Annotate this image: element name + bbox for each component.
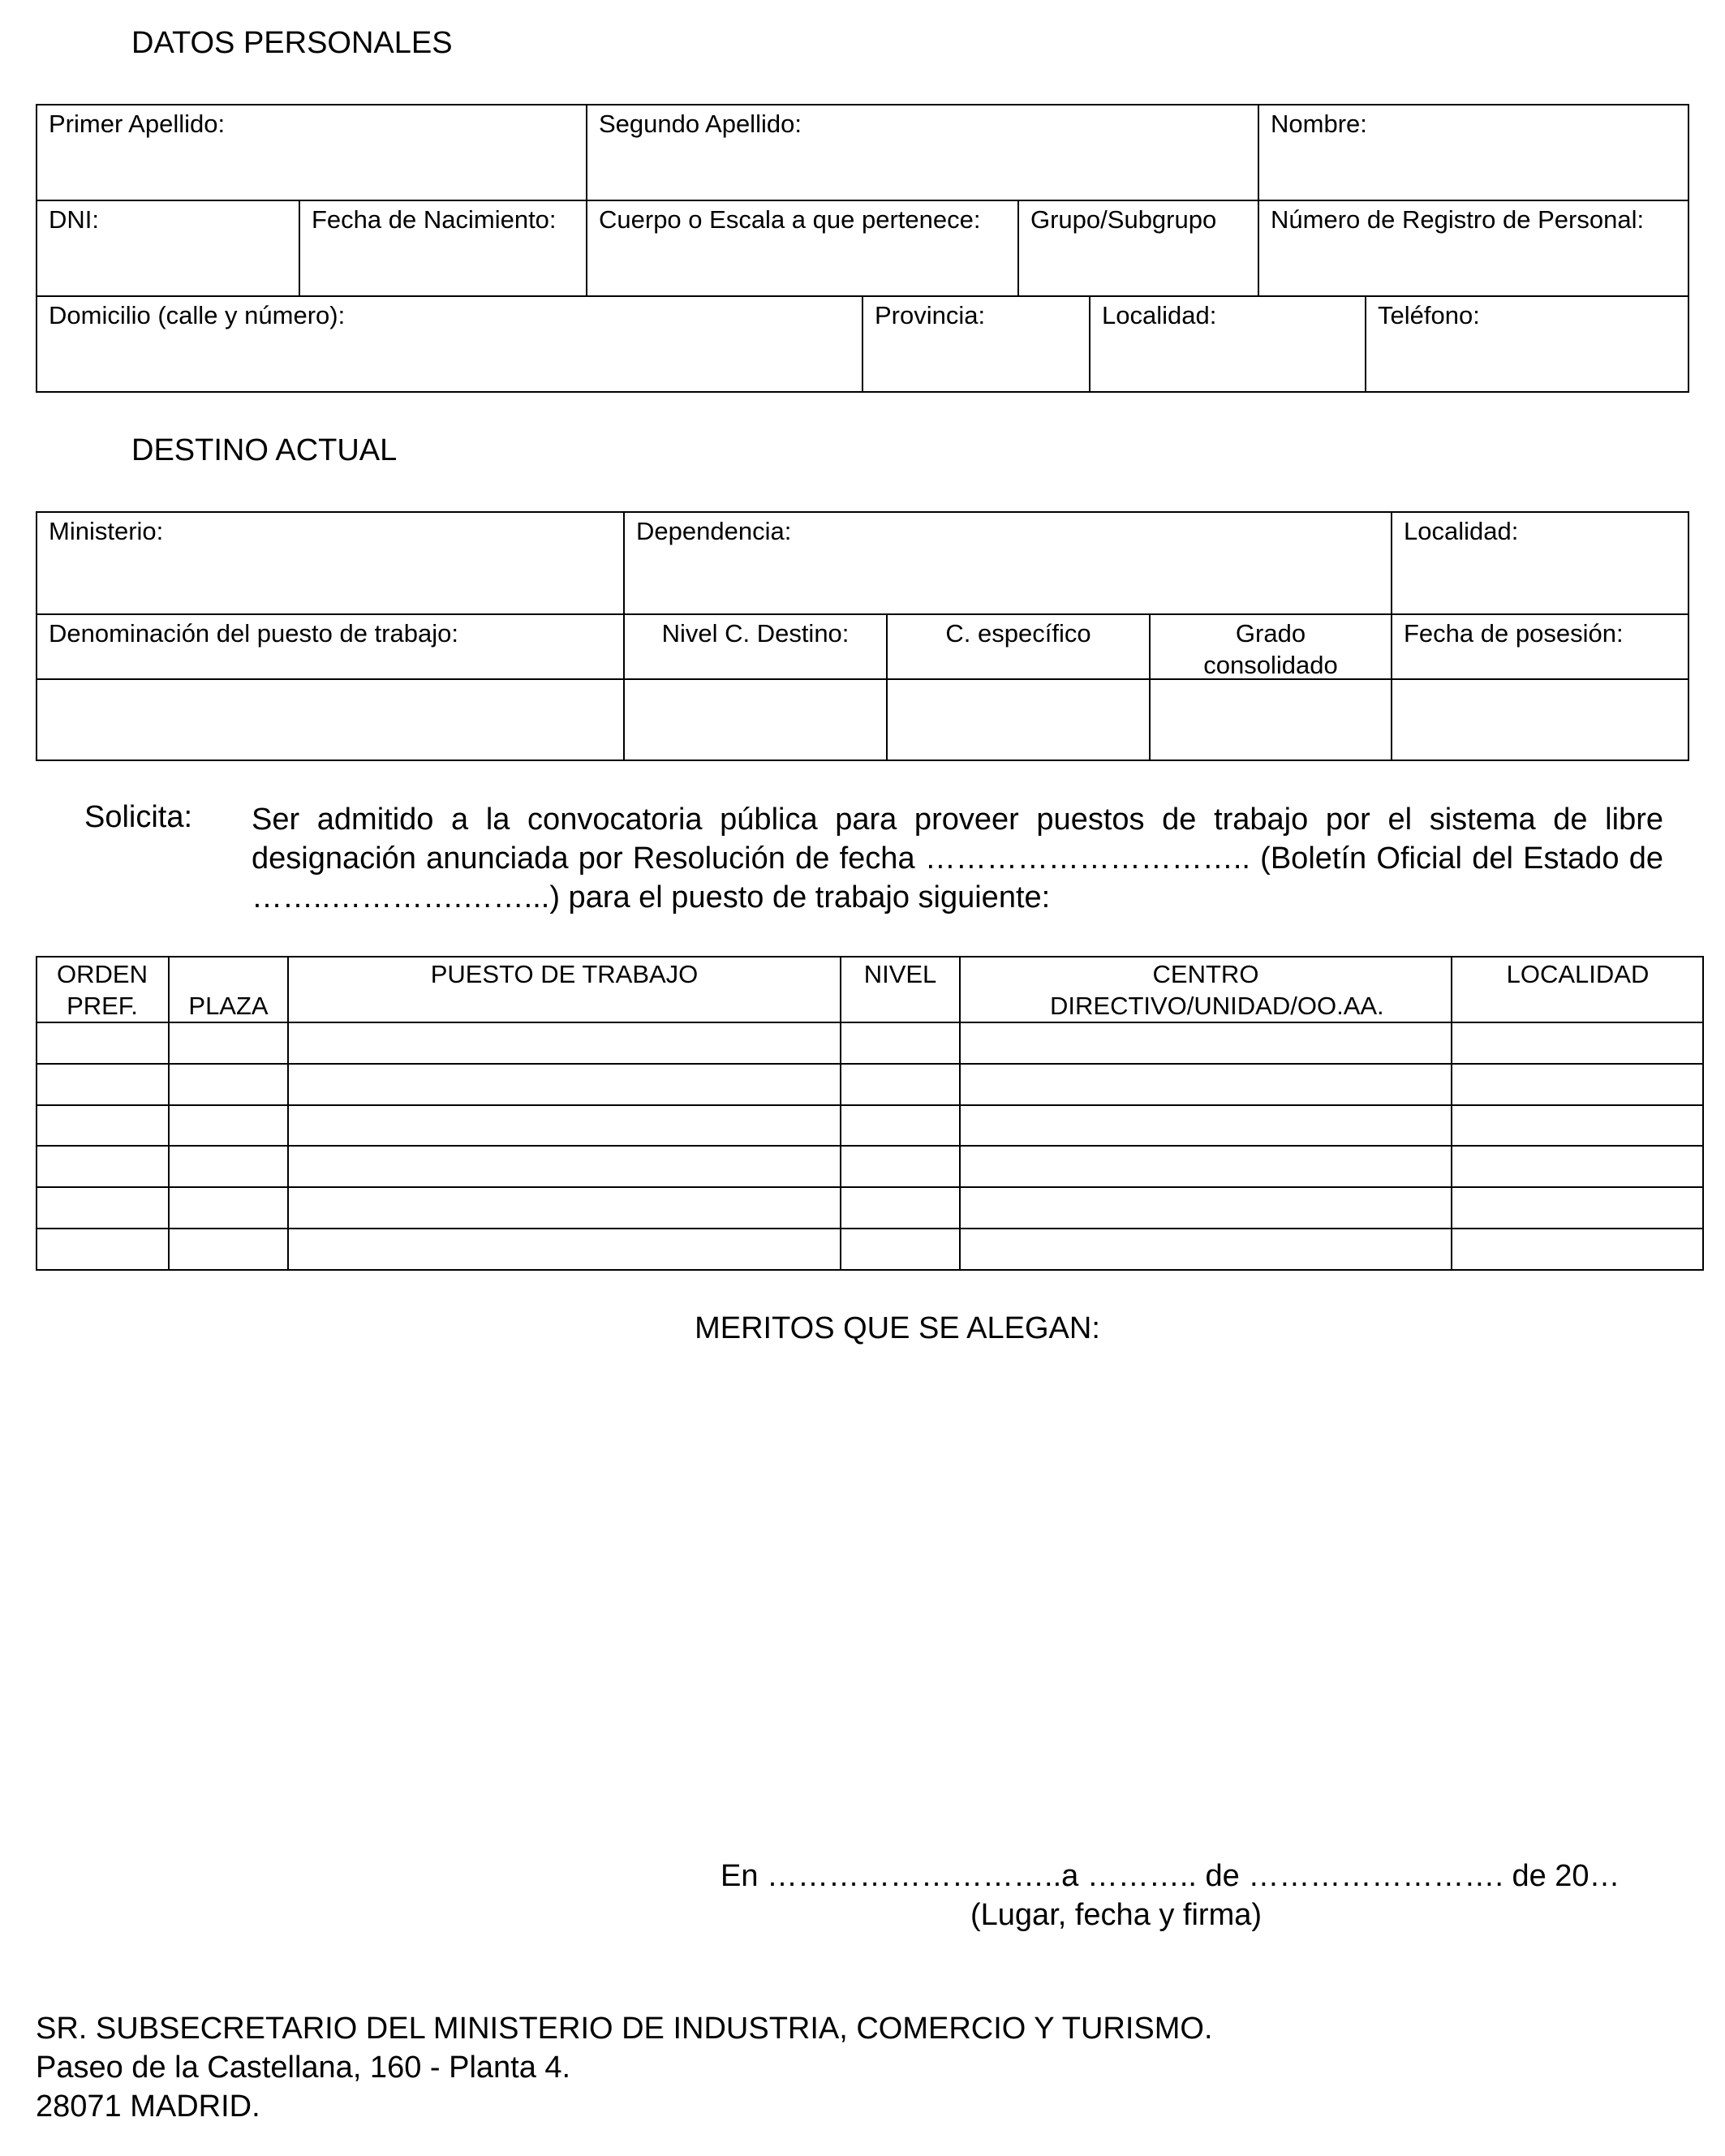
nivel-destino-label: Nivel C. Destino: bbox=[661, 619, 850, 648]
localidad-destino-field[interactable] bbox=[1391, 511, 1689, 615]
segundo-apellido-field[interactable] bbox=[586, 104, 1259, 201]
nivel-destino-input[interactable] bbox=[623, 678, 888, 761]
nivel-destino-header bbox=[623, 613, 888, 680]
segundo-apellido-label: Segundo Apellido: bbox=[599, 110, 802, 138]
table-row[interactable] bbox=[36, 1105, 1704, 1146]
grupo-subgrupo-field[interactable] bbox=[1017, 200, 1259, 297]
grado-consolidado-header bbox=[1149, 613, 1392, 680]
table-row[interactable] bbox=[36, 1187, 1704, 1229]
cuerpo-escala-field[interactable] bbox=[586, 200, 1019, 297]
table-row[interactable] bbox=[36, 1229, 1704, 1271]
puestos-table bbox=[36, 956, 1704, 1271]
grupo-subgrupo-label: Grupo/Subgrupo bbox=[1030, 205, 1217, 234]
header-plaza: PLAZA bbox=[188, 992, 269, 1020]
fecha-posesion-label: Fecha de posesión: bbox=[1404, 619, 1624, 648]
fecha-posesion-input[interactable] bbox=[1391, 678, 1689, 761]
cuerpo-escala-label: Cuerpo o Escala a que pertenece: bbox=[599, 205, 981, 234]
header-nivel: NIVEL bbox=[863, 960, 937, 988]
dni-label: DNI: bbox=[49, 205, 99, 234]
numero-registro-label: Número de Registro de Personal: bbox=[1271, 205, 1645, 234]
localidad-destino-label: Localidad: bbox=[1404, 517, 1519, 545]
destinatario-line3: 28071 MADRID. bbox=[36, 2089, 260, 2124]
telefono-field[interactable] bbox=[1365, 295, 1689, 393]
header-orden-pref: ORDEN PREF. bbox=[57, 960, 148, 1020]
nombre-label: Nombre: bbox=[1271, 110, 1367, 138]
c-especifico-header bbox=[886, 613, 1151, 680]
header-centro-directivo: CENTRO DIRECTIVO/UNIDAD/OO.AA. bbox=[1050, 960, 1384, 1020]
grado-consolidado-label: Grado consolidado bbox=[1203, 619, 1338, 679]
solicita-text: Ser admitido a la convocatoria pública para proveer puestos de trabajo por el sistema de libre designación anunciada por Resolución de fecha ………………………….. (Boletín Oficial del Estado de ……..………….……...) para el puesto de trabajo siguiente: bbox=[252, 803, 1663, 914]
localidad-label: Localidad: bbox=[1102, 301, 1217, 329]
numero-registro-field[interactable] bbox=[1258, 200, 1689, 297]
primer-apellido-label: Primer Apellido: bbox=[49, 110, 226, 138]
fecha-posesion-header bbox=[1391, 613, 1689, 680]
dni-field[interactable] bbox=[36, 200, 300, 297]
c-especifico-label: C. específico bbox=[945, 619, 1091, 648]
domicilio-label: Domicilio (calle y número): bbox=[49, 301, 346, 329]
denominacion-input[interactable] bbox=[36, 678, 625, 761]
destino-actual-title: DESTINO ACTUAL bbox=[131, 433, 398, 467]
table-row[interactable] bbox=[36, 1146, 1704, 1187]
domicilio-field[interactable] bbox=[36, 295, 863, 393]
grado-consolidado-input[interactable] bbox=[1149, 678, 1392, 761]
denominacion-label: Denominación del puesto de trabajo: bbox=[49, 619, 458, 648]
meritos-area[interactable] bbox=[36, 1363, 1689, 1818]
solicita-label: Solicita: bbox=[84, 800, 193, 834]
destinatario-line1: SR. SUBSECRETARIO DEL MINISTERIO DE INDUSTRIA, COMERCIO Y TURISMO. bbox=[36, 2012, 1213, 2046]
ministerio-field[interactable] bbox=[36, 511, 625, 615]
firma-line: En ………………………..a ……….. de ……………………. de 20… bbox=[721, 1859, 1620, 1893]
c-especifico-input[interactable] bbox=[886, 678, 1151, 761]
destinatario-line2: Paseo de la Castellana, 160 - Planta 4. bbox=[36, 2051, 571, 2085]
datos-personales-title: DATOS PERSONALES bbox=[131, 26, 453, 60]
telefono-label: Teléfono: bbox=[1378, 301, 1480, 329]
meritos-title: MERITOS QUE SE ALEGAN: bbox=[695, 1311, 1100, 1345]
localidad-field[interactable] bbox=[1089, 295, 1366, 393]
nombre-field[interactable] bbox=[1258, 104, 1689, 201]
header-puesto-trabajo: PUESTO DE TRABAJO bbox=[430, 960, 699, 988]
primer-apellido-field[interactable] bbox=[36, 104, 587, 201]
provincia-field[interactable] bbox=[862, 295, 1090, 393]
firma-caption: (Lugar, fecha y firma) bbox=[970, 1898, 1263, 1932]
dependencia-label: Dependencia: bbox=[636, 517, 792, 545]
table-row[interactable] bbox=[36, 1022, 1704, 1064]
header-localidad: LOCALIDAD bbox=[1506, 960, 1650, 988]
dependencia-field[interactable] bbox=[623, 511, 1392, 615]
ministerio-label: Ministerio: bbox=[49, 517, 164, 545]
fecha-nacimiento-field[interactable] bbox=[299, 200, 587, 297]
denominacion-header bbox=[36, 613, 625, 680]
fecha-nacimiento-label: Fecha de Nacimiento: bbox=[312, 205, 557, 234]
table-row[interactable] bbox=[36, 1064, 1704, 1105]
provincia-label: Provincia: bbox=[875, 301, 986, 329]
